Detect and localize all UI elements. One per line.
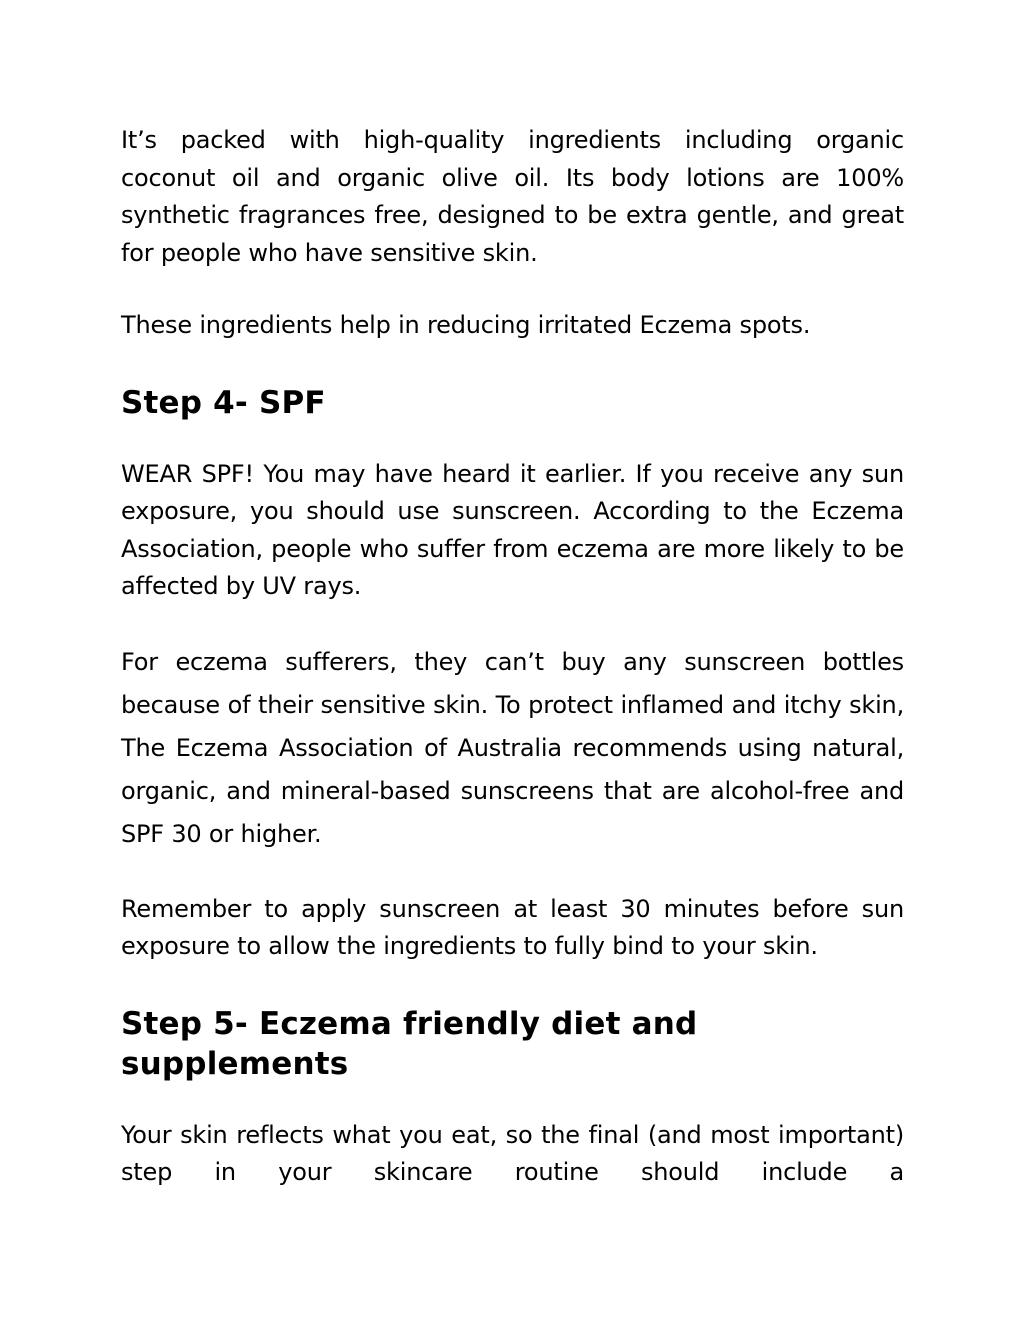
paragraph-eczema-sufferers: For eczema sufferers, they can’t buy any sunscreen bottles because of their sensitive skin. To protect inflamed and itchy skin, The Eczema Association of Australia recommends using natural, organic, and mineral-based sunscreens that are alcohol-free and SPF 30 or higher. xyxy=(121,647,904,848)
heading-step-4: Step 4- SPF xyxy=(121,384,326,421)
paragraph-eczema-spots: These ingredients help in reducing irritated Eczema spots. xyxy=(121,311,811,339)
page-content xyxy=(121,122,904,1192)
paragraph-ingredients: It’s packed with high-quality ingredients including organic coconut oil and organic olive oil. Its body lotions are 100% synthetic fragrances free, designed to be extra gentle, and great for people who have sensitive skin. xyxy=(121,126,904,267)
paragraph-diet: Your skin reflects what you eat, so the final (and most important) step in your skincare routine should include a xyxy=(121,1120,904,1186)
paragraph-apply-sunscreen: Remember to apply sunscreen at least 30 minutes before sun exposure to allow the ingredients to fully bind to your skin. xyxy=(121,894,904,960)
heading-step-5: Step 5- Eczema friendly diet and supplements xyxy=(121,1005,698,1082)
paragraph-wear-spf: WEAR SPF! You may have heard it earlier. If you receive any sun exposure, you should use sunscreen. According to the Eczema Association, people who suffer from eczema are more likely to be affected by UV rays. xyxy=(121,459,904,600)
